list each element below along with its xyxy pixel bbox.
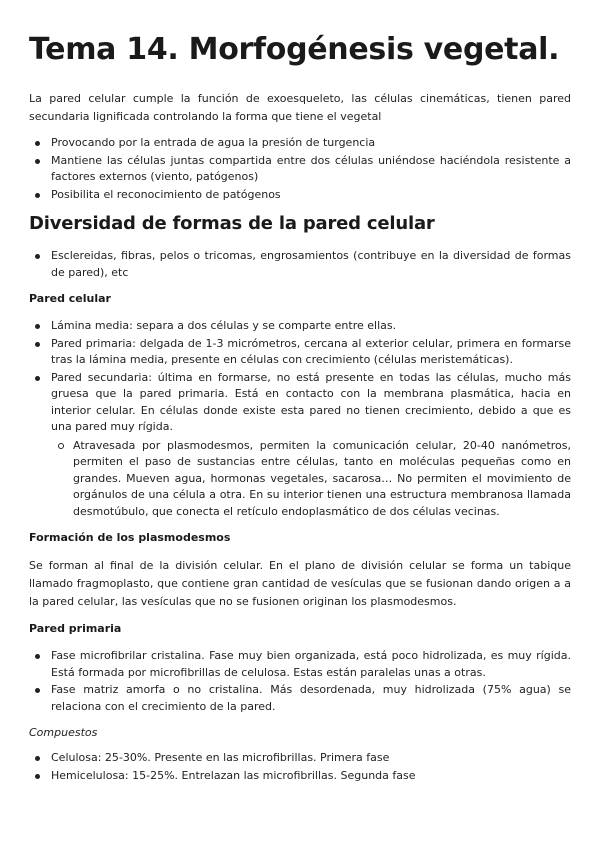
pared-celular-list [29, 318, 571, 520]
heading-plasmodesmos: Formación de los plasmodesmos [29, 531, 231, 544]
diversidad-list [29, 248, 571, 281]
plasmodesmos-paragraph: Se forman al final de la división celular. En el plano de división celular se forma un tabique llamado fragmoplasto, que contiene gran cantidad de vesículas que se fusionan dando origen a a la pared celular, las vesículas que no se fusionen originan los plasmodesmos. [29, 559, 571, 608]
intro-list [29, 135, 571, 203]
list-item: Hemicelulosa: 15-25%. Entrelazan las microfibrillas. Segunda fase [51, 768, 571, 785]
heading-diversidad: Diversidad de formas de la pared celular [29, 213, 435, 234]
list-item: Posibilita el reconocimiento de patógenos [51, 187, 571, 204]
list-item: Lámina media: separa a dos células y se comparte entre ellas. [51, 318, 571, 335]
compuestos-list [29, 750, 571, 784]
list-item: Celulosa: 25-30%. Presente en las microfibrillas. Primera fase [51, 750, 571, 767]
sublist-item: Atravesada por plasmodesmos, permiten la comunicación celular, 20-40 nanómetros, permiten el paso de sustancias entre células, tanto en moléculas pequeñas como en grandes. Mueven agua, hormonas vegetales, sacarosa… No permiten el movimiento de orgánulos de una célula a otra. En su interior tienen una estructura membranosa llamada desmotúbulo, que conecta el retículo endoplasmático de dos células vecinas. [73, 438, 571, 521]
list-item: Pared primaria: delgada de 1-3 micrómetros, cercana al exterior celular, primera en formarse tras la lámina media, presente en células con crecimiento (células meristemáticas). [51, 336, 571, 369]
list-item [51, 370, 571, 521]
heading-compuestos: Compuestos [29, 726, 98, 739]
list-item: Mantiene las células juntas compartida entre dos células uniéndose haciéndola resistente a factores externos (viento, patógenos) [51, 153, 571, 186]
page-title: Tema 14. Morfogénesis vegetal. [29, 32, 560, 67]
list-item-text: Pared secundaria: última en formarse, no está presente en todas las células, mucho más gruesa que la pared primaria. Está en contacto con la membrana plasmática, hacia en interior celular. En células donde existe esta pared no tienen crecimiento, debido a que es una pared muy rígida. [51, 370, 571, 433]
heading-pared-celular: Pared celular [29, 292, 111, 305]
heading-pared-primaria: Pared primaria [29, 622, 122, 635]
list-item: Fase matriz amorfa o no cristalina. Más desordenada, muy hidrolizada (75% agua) se relaciona con el crecimiento de la pared. [51, 682, 571, 715]
list-item: Fase microfibrilar cristalina. Fase muy bien organizada, está poco hidrolizada, es muy rígida. Está formada por microfibrillas de celulosa. Estas están paralelas unas a otras. [51, 648, 571, 681]
list-item: Esclereidas, fibras, pelos o tricomas, engrosamientos (contribuye en la diversidad de formas de pared), etc [51, 248, 571, 281]
intro-paragraph: La pared celular cumple la función de exoesqueleto, las células cinemáticas, tienen pared secundaria lignificada controlando la forma que tiene el vegetal [29, 92, 571, 123]
pared-primaria-list [29, 648, 571, 715]
pared-secundaria-sublist [51, 438, 571, 521]
list-item: Provocando por la entrada de agua la presión de turgencia [51, 135, 571, 152]
